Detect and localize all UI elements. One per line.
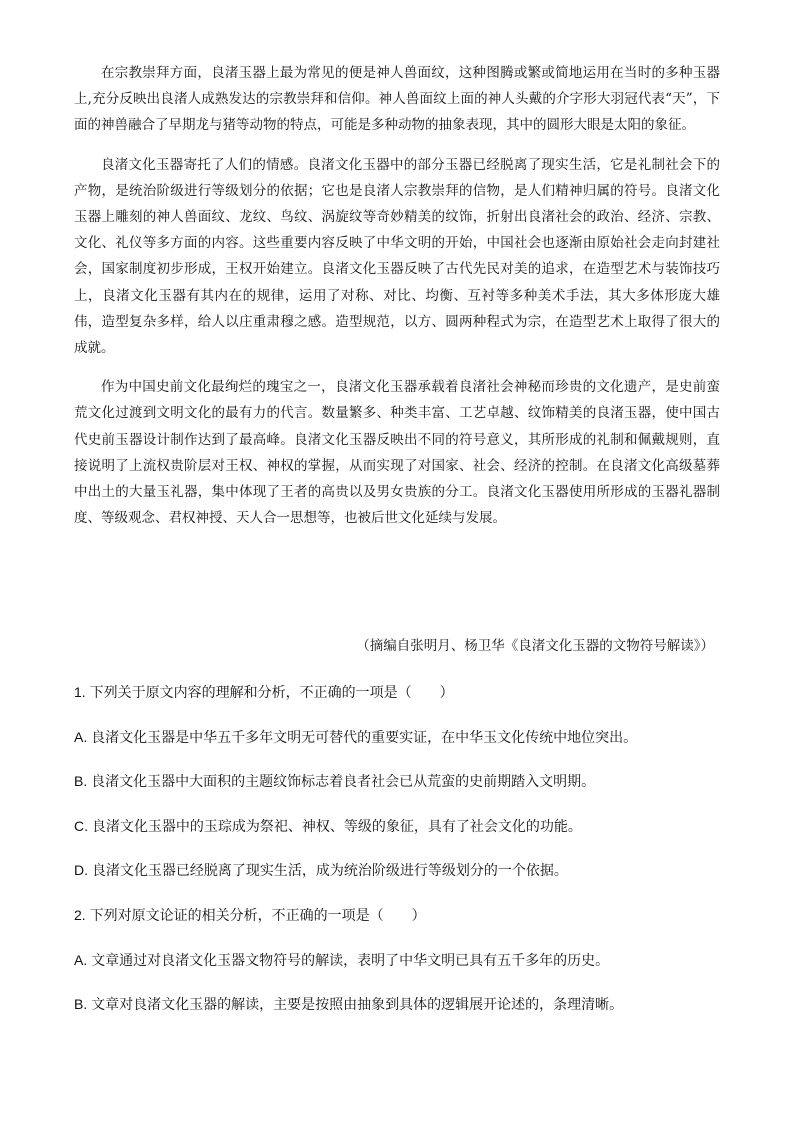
passage-paragraph-3: 作为中国史前文化最绚烂的瑰宝之一，良渚文化玉器承载着良渚社会神秘而珍贵的文化遗产，是史前蛮荒文化过渡到文明文化的最有力的代言。数量繁多、种类丰富、工艺卓越、纹饰精美的良渚玉器，使中国古代史前玉器设计制作达到了最高峰。良渚文化玉器反映出不同的符号意义，其所形成的礼制和佩戴规则，直接说明了上流权贵阶层对王权、神权的掌握，从而实现了对国家、社会、经济的控制。在良渚文化高级墓葬中出土的大量玉礼器，集中体现了王者的高贵以及男女贵族的分工。良渚文化玉器使用所形成的玉器礼器制度、等级观念、君权神授、天人合一思想等，也被后世文化延续与发展。	[74, 379, 720, 527]
question-1-option-d: D. 良渚文化玉器已经脱离了现实生活，成为统治阶级进行等级划分的一个依据。	[74, 862, 568, 878]
passage-paragraph-2: 良渚文化玉器寄托了人们的情感。良渚文化玉器中的部分玉器已经脱离了现实生活，它是礼制社会下的产物，是统治阶级进行等级划分的依据；它也是良渚人宗教崇拜的信物，是人们精神归属的符号。良渚文化玉器上雕刻的神人兽面纹、龙纹、鸟纹、涡旋纹等奇妙精美的纹饰，折射出良渚社会的政治、经济、宗教、文化、礼仪等多方面的内容。这些重要内容反映了中华文明的开始，中国社会也逐渐由原始社会走向封建社会，国家制度初步形成，王权开始建立。良渚文化玉器反映了古代先民对美的追求，在造型艺术与装饰技巧上，良渚文化玉器有其内在的规律，运用了对称、对比、均衡、互衬等多种美术手法，其大多体形庞大雄伟，造型复杂多样，给人以庄重肃穆之感。造型规范，以方、圆两种程式为宗，在造型艺术上取得了很大的成就。	[74, 156, 720, 357]
reading-passage	[74, 60, 720, 539]
question-1-option-a: A. 良渚文化玉器是中华五千多年文明无可替代的重要实证，在中华玉文化传统中地位突出。	[74, 729, 638, 745]
question-1-option-b: B. 良渚文化玉器中大面积的主题纹饰标志着良者社会已从荒蛮的史前期踏入文明期。	[74, 773, 596, 789]
question-1-stem: 1. 下列关于原文内容的理解和分析，不正确的一项是（ ）	[74, 684, 454, 700]
question-1-option-c: C. 良渚文化玉器中的玉琮成为祭祀、神权、等级的象征，具有了社会文化的功能。	[74, 818, 582, 834]
question-2-option-b: B. 文章对良渚文化玉器的解读，主要是按照由抽象到具体的逻辑展开论述的，条理清晰。	[74, 996, 624, 1012]
question-2-option-a: A. 文章通过对良渚文化玉器文物符号的解读，表明了中华文明已具有五千多年的历史。	[74, 952, 610, 968]
passage-paragraph-1: 在宗教崇拜方面，良渚玉器上最为常见的便是神人兽面纹，这种图腾或繁或简地运用在当时的多种玉器上,充分反映出良渚人成熟发达的宗教崇拜和信仰。神人兽面纹上面的神人头戴的介字形大羽冠代表“天”，下面的神兽融合了早期龙与猪等动物的特点，可能是多种动物的抽象表现，其中的圆形大眼是太阳的象征。	[74, 65, 720, 134]
passage-source: （摘编自张明月、杨卫华《良渚文化玉器的文物符号解读》）	[356, 638, 714, 654]
question-2-stem: 2. 下列对原文论证的相关分析，不正确的一项是（ ）	[74, 907, 426, 923]
